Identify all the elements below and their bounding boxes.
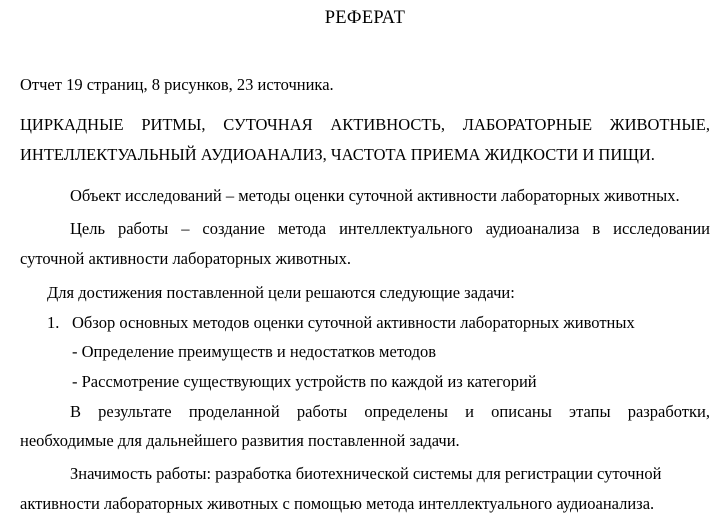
keywords-line-1 (20, 115, 710, 135)
keywords-line-2: ИНТЕЛЛЕКТУАЛЬНЫЙ АУДИОАНАЛИЗ, ЧАСТОТА ПРИЕМА ЖИДКОСТИ И ПИЩИ. (20, 145, 655, 164)
task-1-number: 1. (47, 313, 60, 332)
goal-line-1-text: Цель работы – создание метода интеллектуального аудиоанализа в исследовании (70, 219, 710, 238)
document-page (20, 0, 710, 522)
tasks-intro: Для достижения поставленной цели решаются следующие задачи: (47, 283, 515, 302)
result-line-1-text: В результате проделанной работы определены и описаны этапы разработки, (70, 402, 710, 421)
task-1-text: Обзор основных методов оценки суточной активности лабораторных животных (72, 313, 635, 332)
subtask-2: - Рассмотрение существующих устройств по каждой из категорий (72, 372, 537, 391)
significance-line-2: активности лабораторных животных с помощью метода интеллектуального аудиоанализа. (20, 494, 655, 513)
goal-line-1 (70, 219, 710, 239)
report-summary: Отчет 19 страниц, 8 рисунков, 23 источника. (20, 75, 334, 94)
keywords-line-1-text: ЦИРКАДНЫЕ РИТМЫ, СУТОЧНАЯ АКТИВНОСТЬ, ЛАБОРАТОРНЫЕ ЖИВОТНЫЕ, (20, 115, 710, 134)
significance-line-1: Значимость работы: разработка биотехнической системы для регистрации суточной (70, 464, 662, 483)
subtask-1: - Определение преимуществ и недостатков методов (72, 342, 437, 361)
document-title: РЕФЕРАТ (324, 8, 406, 28)
goal-line-2: суточной активности лабораторных животных. (20, 249, 352, 268)
result-line-1 (70, 402, 710, 422)
result-line-2: необходимые для дальнейшего развития поставленной задачи. (20, 431, 460, 450)
object-paragraph: Объект исследований – методы оценки суточной активности лабораторных животных. (70, 186, 680, 205)
